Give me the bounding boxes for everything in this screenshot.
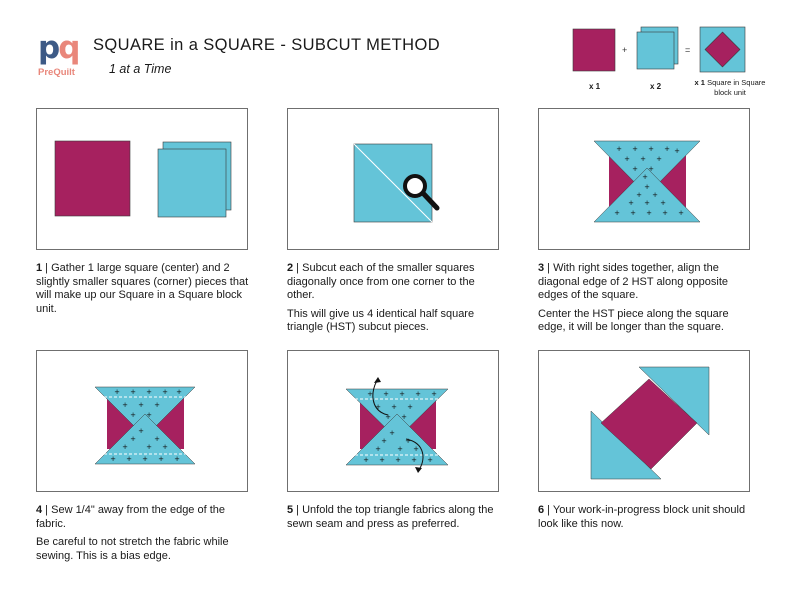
step-2-panel [287,108,499,250]
svg-text:+: + [383,390,389,398]
legend-qty-center: x 1 [589,82,601,91]
step-4-text: 4 | Sew 1/4" away from the edge of the fabric. Be careful to not stretch the fabric while sewing. This is a bias edge. [36,504,254,568]
svg-text:+: + [616,145,622,153]
svg-text:+: + [660,199,666,207]
svg-text:+: + [632,145,638,153]
legend-diagram [560,22,770,82]
legend-plus: + [622,45,628,55]
step-1-illustration [37,109,249,251]
step-6-illustration [539,351,751,493]
svg-text:+: + [375,445,381,453]
svg-text:+: + [405,437,411,445]
svg-text:+: + [176,388,182,396]
legend-qty-corners: x 2 [650,82,662,91]
svg-text:+: + [636,191,642,199]
svg-text:+: + [126,455,132,463]
svg-text:+: + [674,147,680,155]
step-instruction: Gather 1 large square (center) and 2 slightly smaller squares (corner) pieces that will make up our Square in a Square block unit. [36,262,249,315]
step-instruction: Your work-in-progress block unit should look like this now. [538,504,746,530]
step-number: 3 [538,262,545,274]
unfold-arrowhead-top [374,377,381,383]
svg-text:+: + [367,390,373,398]
step-number: 5 [287,504,294,516]
legend-corner-square-front [637,32,674,69]
legend-result-label [690,78,770,98]
svg-text:+: + [122,401,128,409]
svg-text:+: + [407,403,413,411]
svg-text:+: + [130,388,136,396]
logo-mark: pq [38,30,79,66]
svg-text:+: + [427,456,433,464]
svg-text:+: + [146,388,152,396]
step-6-text: 6 | Your work-in-progress block unit should look like this now. [538,504,746,530]
svg-text:+: + [379,456,385,464]
svg-text:+: + [391,403,397,411]
svg-text:+: + [415,390,421,398]
svg-text:+: + [664,145,670,153]
page-subtitle: 1 at a Time [109,62,172,76]
step-note: Center the HST piece along the square edge, it will be longer than the square. [538,307,729,333]
svg-text:+: + [363,456,369,464]
page-title: SQUARE in a SQUARE - SUBCUT METHOD [93,36,441,54]
svg-text:+: + [646,209,652,217]
legend-equals: = [685,45,691,55]
step-number: 1 [36,262,43,274]
svg-text:+: + [678,209,684,217]
svg-text:+: + [174,455,180,463]
step-number: 6 [538,504,545,516]
step-note: This will give us 4 identical half square triangle (HST) subcut pieces. [287,307,475,333]
svg-text:+: + [138,401,144,409]
svg-text:+: + [630,209,636,217]
legend-qty-result: x 1 [694,78,705,87]
logo-name: PreQuilt [38,67,75,78]
step-instruction: Sew 1/4" away from the edge of the fabric. [36,504,226,530]
svg-text:+: + [640,155,646,163]
step-number: 4 [36,504,43,516]
svg-text:+: + [130,411,136,419]
svg-text:+: + [162,443,168,451]
svg-text:+: + [431,390,437,398]
step-5-illustration [288,351,500,493]
svg-text:+: + [413,445,419,453]
svg-text:+: + [154,435,160,443]
center-square [55,141,130,216]
svg-text:+: + [399,390,405,398]
legend-result-text: Square in Square block unit [707,78,766,97]
svg-text:+: + [648,145,654,153]
step-3-panel [538,108,750,250]
step-instruction: Unfold the top triangle fabrics along the sewn seam and press as preferred. [287,504,494,530]
svg-text:+: + [389,429,395,437]
svg-text:+: + [395,456,401,464]
step-5-panel [287,350,499,492]
svg-text:+: + [154,401,160,409]
step-number: 2 [287,262,294,274]
unfold-arrowhead-bottom [415,467,422,473]
svg-text:+: + [122,443,128,451]
step-instruction: With right sides together, align the diagonal edge of 2 HST along opposite edges of the square. [538,262,728,301]
step-4-panel [36,350,248,492]
svg-text:+: + [656,155,662,163]
step-note: Be careful to not stretch the fabric while sewing. This is a bias edge. [36,536,229,562]
svg-text:+: + [401,413,407,421]
svg-text:+: + [652,191,658,199]
step-5-text: 5 | Unfold the top triangle fabrics along the sewn seam and press as preferred. [287,504,494,530]
svg-text:+: + [146,411,152,419]
svg-text:+: + [644,199,650,207]
step-3-text: 3 | With right sides together, align the diagonal edge of 2 HST along opposite edges of the square. Center the HST piece along the square edge, it will be longer than the square. [538,262,756,340]
svg-text:+: + [385,413,391,421]
svg-text:+: + [114,388,120,396]
prequilt-logo [38,30,98,93]
svg-text:+: + [162,388,168,396]
step-6-panel [538,350,750,492]
step-4-illustration [37,351,249,493]
svg-text:+: + [158,455,164,463]
svg-text:+: + [642,173,648,181]
step-1-text: 1 | Gather 1 large square (center) and 2 slightly smaller squares (corner) pieces that will make up our Square in a Square block unit. [36,262,249,315]
svg-text:+: + [130,435,136,443]
svg-text:+: + [146,443,152,451]
svg-text:+: + [411,456,417,464]
svg-text:+: + [644,183,650,191]
svg-text:+: + [632,165,638,173]
svg-text:+: + [381,437,387,445]
svg-text:+: + [142,455,148,463]
step-2-illustration [288,109,500,251]
svg-text:+: + [624,155,630,163]
svg-text:+: + [628,199,634,207]
step-1-panel [36,108,248,250]
svg-text:+: + [662,209,668,217]
svg-text:+: + [397,445,403,453]
step-2-text: 2 | Subcut each of the smaller squares diagonally once from one corner to the other. This will give us 4 identical half square triangle (HST) subcut pieces. [287,262,505,340]
step-3-illustration [539,109,751,251]
svg-text:+: + [138,427,144,435]
svg-text:+: + [614,209,620,217]
legend-center-square [573,29,615,71]
svg-text:+: + [110,455,116,463]
step-instruction: Subcut each of the smaller squares diagonally once from one corner to the other. [287,262,475,301]
svg-text:+: + [375,403,381,411]
svg-text:+: + [648,165,654,173]
corner-square-front [158,149,226,217]
